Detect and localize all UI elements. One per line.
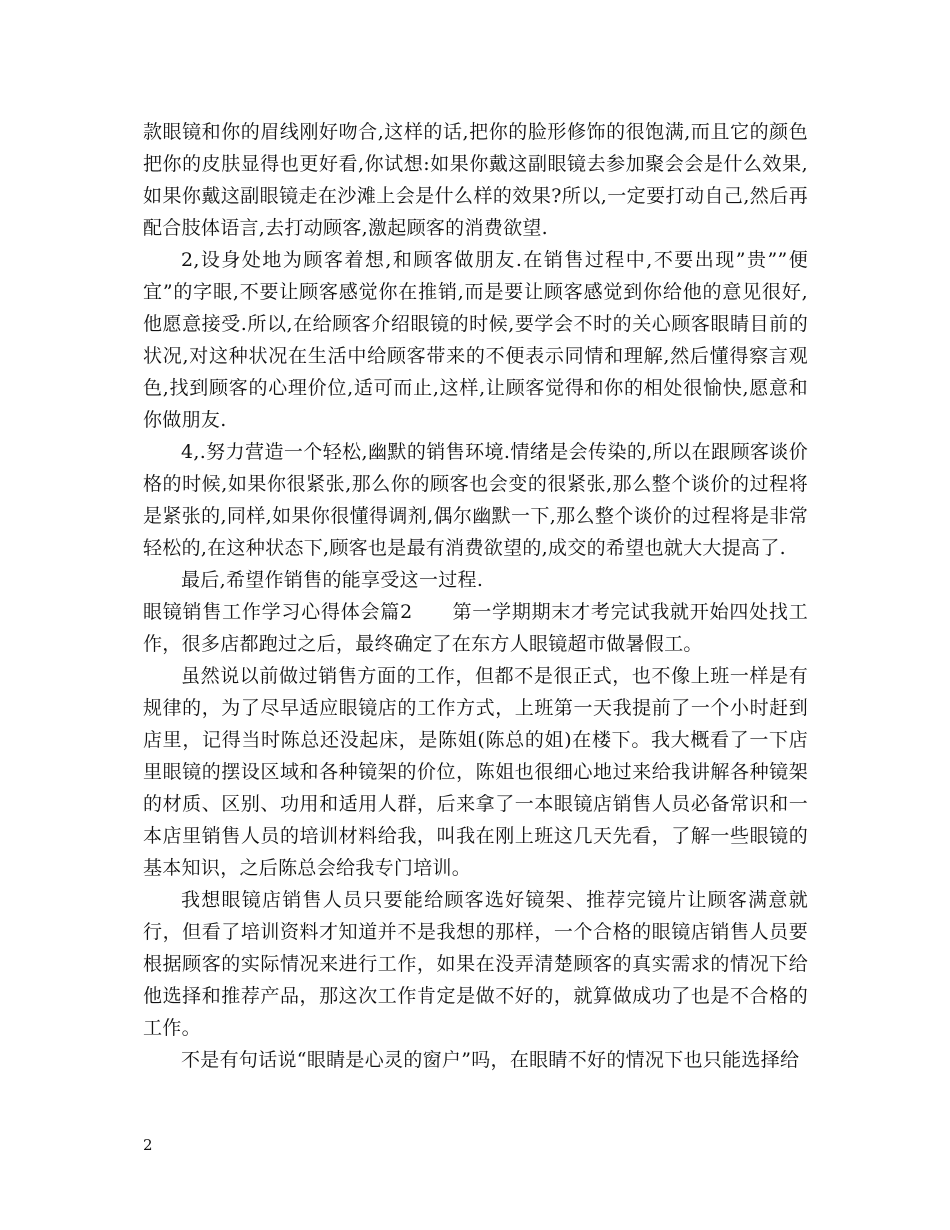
page-number: 2	[143, 1136, 153, 1154]
document-body	[143, 116, 808, 1076]
paragraph-point-4: 4,.努力营造一个轻松,幽默的销售环境.情绪是会传染的,所以在跟顾客谈价格的时候,如果你很紧张,那么你的顾客也会变的很紧张,那么整个谈价的过程将是紧张的,同样,如果你很懂得调剂,偶尔幽默一下,那么整个谈价的过程将是非常轻松的,在这种状态下,顾客也是最有消费欲望的,成交的希望也就大大提高了.	[143, 441, 808, 559]
paragraph-continuation: 款眼镜和你的眉线刚好吻合,这样的话,把你的脸形修饰的很饱满,而且它的颜色把你的皮肤显得也更好看,你试想:如果你戴这副眼镜去参加聚会会是什么效果,如果你戴这副眼镜走在沙滩上会是什么样的效果?所以,一定要打动自己,然后再配合肢体语言,去打动顾客,激起顾客的消费欲望.	[143, 121, 808, 239]
paragraph-first-day: 虽然说以前做过销售方面的工作，但都不是很正式，也不像上班一样是有规律的，为了尽早适应眼镜店的工作方式，上班第一天我提前了一个小时赶到店里，记得当时陈总还没起床，是陈姐(陈总的姐)在楼下。我大概看了一下店里眼镜的摆设区域和各种镜架的价位，陈姐也很细心地过来给我讲解各种镜架的材质、区别、功用和适用人群，后来拿了一本眼镜店销售人员必备常识和一本店里销售人员的培训材料给我，叫我在刚上班这几天先看，了解一些眼镜的基本知识，之后陈总会给我专门培训。	[143, 665, 808, 879]
paragraph-training: 我想眼镜店销售人员只要能给顾客选好镜架、推荐完镜片让顾客满意就行，但看了培训资料才知道并不是我想的那样，一个合格的眼镜店销售人员要根据顾客的实际情况来进行工作，如果在没弄清楚顾客的真实需求的情况下给他选择和推荐产品，那这次工作肯定是做不好的，就算做成功了也是不合格的工作。	[143, 889, 808, 1039]
paragraph-article-2-heading: 眼镜销售工作学习心得体会篇2 第一学期期末才考完试我就开始四处找工作，很多店都跑过之后，最终确定了在东方人眼镜超市做暑假工。	[143, 601, 808, 655]
paragraph-closing: 最后,希望作销售的能享受这一过程.	[181, 569, 484, 591]
paragraph-point-2: 2,设身处地为顾客着想,和顾客做朋友.在销售过程中,不要出现”贵””便宜”的字眼,不要让顾客感觉你在推销,而是要让顾客感觉到你给他的意见很好,他愿意接受.所以,在给顾客介绍眼镜的时候,要学会不时的关心顾客眼睛目前的状况,对这种状况在生活中给顾客带来的不便表示同情和理解,然后懂得察言观色,找到顾客的心理价位,适可而止,这样,让顾客觉得和你的相处很愉快,愿意和你做朋友.	[143, 249, 808, 431]
paragraph-eyes-window: 不是有句话说“眼睛是心灵的窗户”吗，在眼睛不好的情况下也只能选择给	[181, 1049, 800, 1071]
